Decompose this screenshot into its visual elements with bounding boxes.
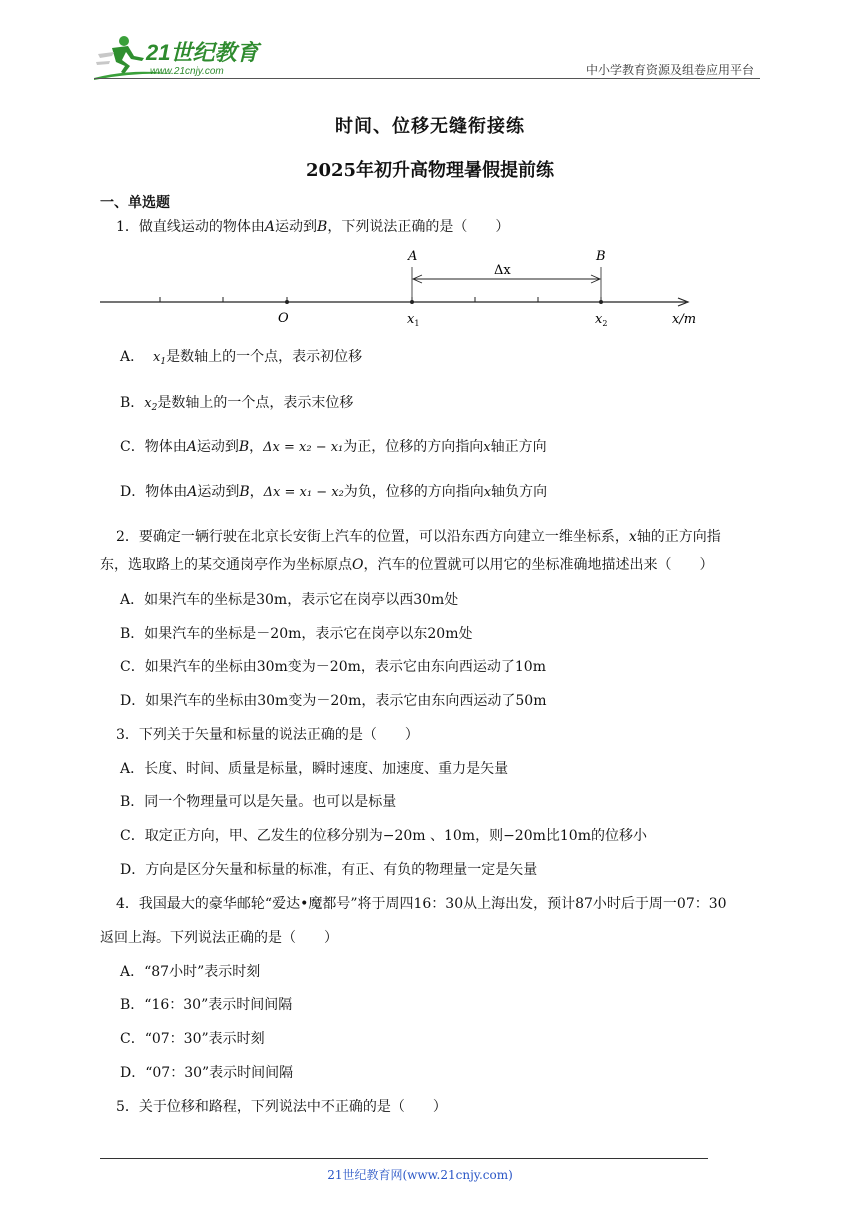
question-5-stem: 5．关于位移和路程，下列说法中不正确的是（ ） bbox=[116, 1099, 447, 1115]
number-line-figure bbox=[96, 244, 706, 330]
label-axis-unit: x/m bbox=[672, 312, 697, 327]
q4-option-d[interactable]: D．“07：30”表示时间间隔 bbox=[120, 1065, 294, 1081]
q3-option-c[interactable]: C．取定正方向，甲、乙发生的位移分别为−20m 、10m，则−20m比10m的位移小 bbox=[120, 828, 647, 844]
footer-divider bbox=[100, 1158, 708, 1159]
label-A: A bbox=[408, 249, 418, 264]
document-subtitle: 2025年初升高物理暑假提前练 bbox=[305, 160, 555, 181]
logo-text: 21世纪教育 bbox=[146, 40, 259, 65]
q4-option-c[interactable]: C．“07：30”表示时刻 bbox=[120, 1031, 265, 1047]
q2-option-c[interactable]: C．如果汽车的坐标由30m变为－20m，表示它由东向西运动了10m bbox=[120, 659, 546, 675]
section-heading: 一、单选题 bbox=[100, 195, 170, 211]
formula-delta-x: Δx = x₂ − x₁ bbox=[263, 440, 344, 455]
q1-option-a[interactable]: A． $x_1$是数轴上的一个点，表示初位移 bbox=[120, 349, 363, 367]
q4-option-b[interactable]: B．“16：30”表示时间间隔 bbox=[120, 997, 293, 1013]
q1-option-b[interactable]: B．$x_2$是数轴上的一个点，表示末位移 bbox=[120, 395, 354, 413]
q1-option-c[interactable]: C．物体由A运动到B，Δx = x₂ − x₁为正，位移的方向指向x轴正方向 bbox=[120, 439, 547, 455]
q3-option-a[interactable]: A．长度、时间、质量是标量，瞬时速度、加速度、重力是矢量 bbox=[120, 761, 509, 777]
question-4-stem-line2: 返回上海。下列说法正确的是（ ） bbox=[100, 930, 338, 946]
label-B: B bbox=[596, 249, 606, 264]
question-4-stem-line1: 4．我国最大的豪华邮轮“爱达•魔都号”将于周四16：30从上海出发，预计87小时后于周一07：30 bbox=[116, 896, 727, 912]
logo-url: www.21cnjy.com bbox=[150, 66, 224, 77]
header-divider bbox=[94, 78, 760, 79]
label-delta-x: Δx bbox=[494, 263, 511, 278]
header-platform-name: 中小学教育资源及组卷应用平台 bbox=[585, 63, 754, 77]
q3-option-d[interactable]: D．方向是区分矢量和标量的标准，有正、有负的物理量一定是矢量 bbox=[120, 862, 538, 878]
q2-option-a[interactable]: A．如果汽车的坐标是30m，表示它在岗亭以西30m处 bbox=[120, 592, 459, 608]
q2-option-b[interactable]: B．如果汽车的坐标是－20m，表示它在岗亭以东20m处 bbox=[120, 626, 473, 642]
q2-option-d[interactable]: D．如果汽车的坐标由30m变为－20m，表示它由东向西运动了50m bbox=[120, 693, 547, 709]
origin-point bbox=[285, 300, 289, 304]
logo-21cnjy bbox=[94, 34, 264, 80]
q4-option-a[interactable]: A．“87小时”表示时刻 bbox=[120, 964, 261, 980]
footer-link[interactable]: 21世纪教育网(www.21cnjy.com) bbox=[327, 1168, 513, 1182]
question-1-stem: 1．做直线运动的物体由A运动到B，下列说法正确的是（ ） bbox=[116, 219, 510, 235]
question-2-stem-line2: 东，选取路上的某交通岗亭作为坐标原点O，汽车的位置就可以用它的坐标准确地描述出来（ ） bbox=[100, 557, 714, 573]
label-x1: $x_1$ bbox=[407, 312, 420, 328]
label-O: O bbox=[278, 311, 289, 326]
formula-delta-x: Δx = x₁ − x₂ bbox=[263, 485, 344, 500]
q3-option-b[interactable]: B．同一个物理量可以是矢量。也可以是标量 bbox=[120, 794, 397, 810]
document-title: 时间、位移无缝衔接练 bbox=[335, 116, 525, 137]
label-x2: $x_2$ bbox=[595, 312, 608, 328]
question-2-stem-line1: 2．要确定一辆行驶在北京长安街上汽车的位置，可以沿东西方向建立一维坐标系，x轴的正方向指 bbox=[116, 529, 721, 545]
q1-option-d[interactable]: D．物体由A运动到B，Δx = x₁ − x₂为负，位移的方向指向x轴负方向 bbox=[120, 484, 548, 500]
question-3-stem: 3．下列关于矢量和标量的说法正确的是（ ） bbox=[116, 727, 419, 743]
